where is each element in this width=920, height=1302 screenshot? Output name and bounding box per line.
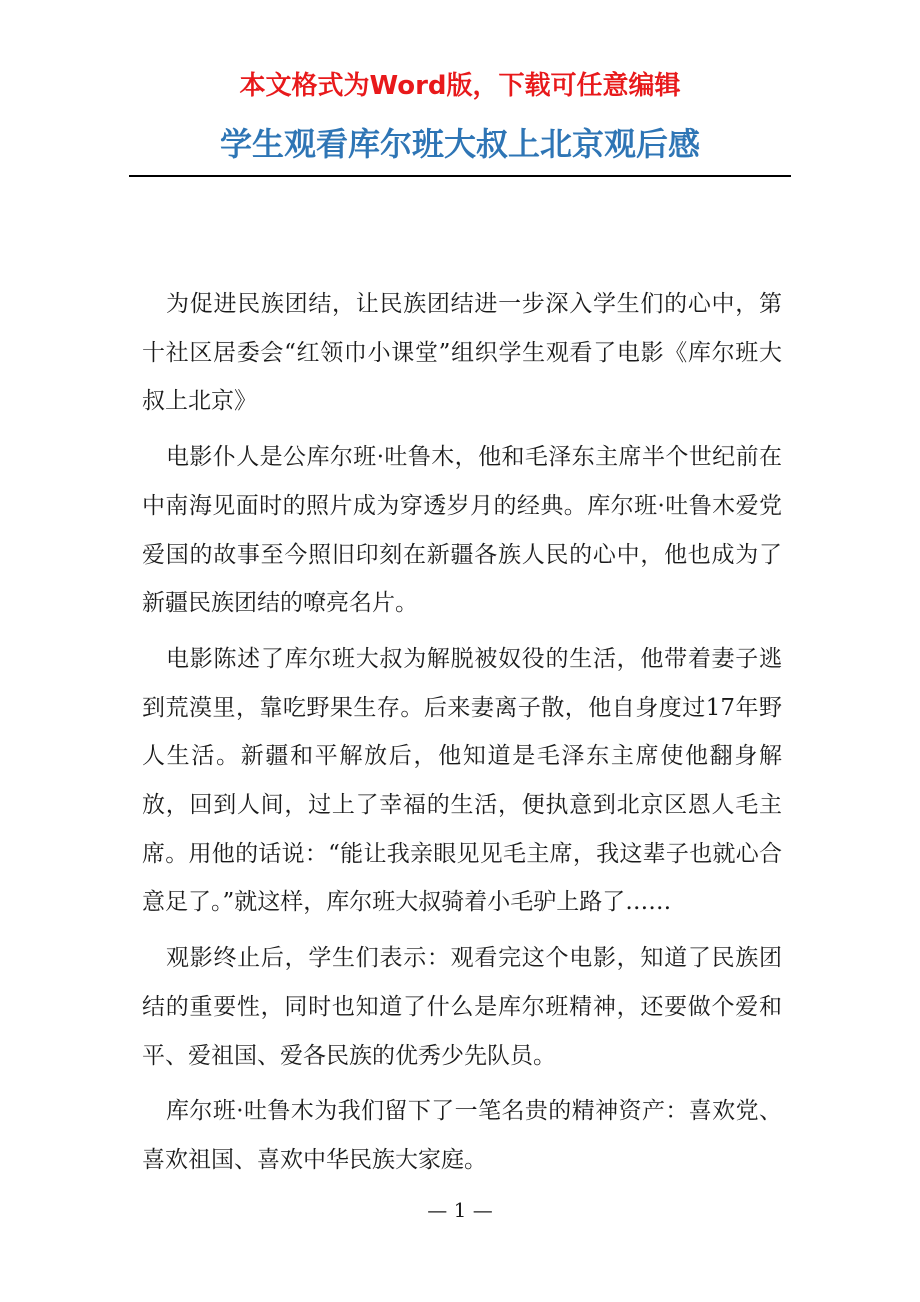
format-notice: 本文格式为Word版，下载可任意编辑 [239,71,681,101]
paragraph-2: 电影仆人是公库尔班·吐鲁木，他和毛泽东主席半个世纪前在中南海见面时的照片成为穿透岁月的经典。库尔班·吐鲁木爱党爱国的故事至今照旧印刻在新疆各族人民的心中，他也成为了新疆民族团结的嘹亮名片。 [142,444,782,617]
paragraph-1: 为促进民族团结，让民族团结进一步深入学生们的心中，第十社区居委会“红领巾小课堂”组织学生观看了电影《库尔班大叔上北京》 [142,291,782,415]
page-number: — 1 — [427,1198,493,1222]
document-title: 学生观看库尔班大叔上北京观后感 [219,125,700,163]
title-divider [129,175,791,177]
document-body [142,280,782,1192]
paragraph-3: 电影陈述了库尔班大叔为解脱被奴役的生活，他带着妻子逃到荒漠里，靠吃野果生存。后来妻离子散，他自身度过17年野人生活。新疆和平解放后，他知道是毛泽东主席使他翻身解放，回到人间，过上了幸福的生活，便执意到北京区恩人毛主席。用他的话说：“能让我亲眼见见毛主席，我这辈子也就心合意足了。”就这样，库尔班大叔骑着小毛驴上路了…… [142,645,782,916]
paragraph-5: 库尔班·吐鲁木为我们留下了一笔名贵的精神资产：喜欢党、喜欢祖国、喜欢中华民族大家庭。 [142,1098,782,1173]
paragraph-4: 观影终止后，学生们表示：观看完这个电影，知道了民族团结的重要性，同时也知道了什么是库尔班精神，还要做个爱和平、爱祖国、爱各民族的优秀少先队员。 [142,945,782,1069]
